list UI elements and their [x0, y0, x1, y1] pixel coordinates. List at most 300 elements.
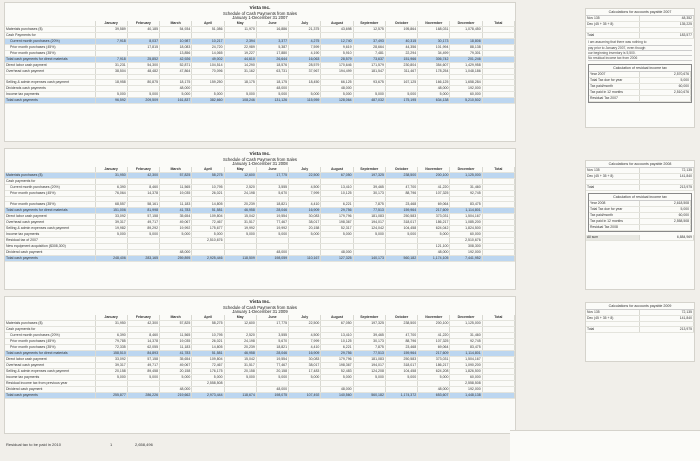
row-value: 219,662: [160, 392, 192, 398]
row-value: [482, 97, 514, 103]
row-value: 48,000: [418, 249, 450, 255]
row-value: 7,918: [95, 38, 127, 44]
row-value: [482, 392, 514, 398]
row-value: 2,510,676: [192, 237, 224, 243]
row-value: 11,565: [160, 332, 192, 338]
row-value: 72,467: [192, 362, 224, 368]
row-value: 24,198: [224, 190, 256, 196]
row-value: 5,000: [160, 91, 192, 97]
row-value: 5,000: [127, 231, 159, 237]
row-value: 39,317: [95, 219, 127, 225]
row-value: 10,795: [192, 184, 224, 190]
row-value: 10,217: [192, 38, 224, 44]
row-value: 17,483: [289, 368, 321, 374]
row-value: 23,468: [385, 201, 417, 207]
row-value: 159,964: [385, 207, 417, 213]
row-value: 31,460: [450, 184, 482, 190]
row-value: 48,000: [160, 85, 192, 91]
schedule-2007-header: [5, 7, 515, 21]
row-value: 48,000: [418, 386, 450, 392]
row-value: 2,510,676: [450, 237, 482, 243]
row-value: 110,167: [289, 255, 321, 261]
row-value: 76,064: [95, 190, 127, 196]
row-value: 14,378: [127, 190, 159, 196]
row-value: 5,000: [256, 374, 288, 380]
row-value: 18,450: [289, 79, 321, 85]
row-value: 238,500: [385, 320, 417, 326]
row-value: 29,756: [321, 350, 353, 356]
row-value: 58,275: [192, 320, 224, 326]
month-header: February: [127, 21, 159, 27]
month-header: October: [385, 21, 417, 27]
row-label: Overhead cash payment: [5, 68, 95, 74]
row-value: 198,367: [321, 219, 353, 225]
residual-tax-title: Calculation of residual income tax: [589, 65, 691, 72]
row-value: 19,227: [224, 50, 256, 56]
row-value: 318,017: [385, 362, 417, 368]
row-value: 5,000: [353, 91, 385, 97]
row-value: 7,875: [353, 344, 385, 350]
row-value: 192,000: [450, 249, 482, 255]
calc-label: Dec (45 + 35 + 8): [586, 22, 640, 28]
row-value: 41,783: [160, 207, 192, 213]
row-value: 10,987: [160, 38, 192, 44]
row-label: Income tax payments: [5, 91, 95, 97]
row-value: 192,000: [450, 386, 482, 392]
row-value: 26,021: [192, 190, 224, 196]
calc-value: 135,225: [640, 22, 694, 28]
calc-label: Total Tax due for year: [589, 78, 640, 84]
schedule-2008-table: [5, 167, 515, 262]
row-value: 41,220: [418, 184, 450, 190]
row-value: 48,000: [256, 85, 288, 91]
row-value: 28,579: [321, 56, 353, 62]
row-value: 80,875: [127, 79, 159, 85]
residual-tax-2010-value: 2,658,496: [135, 442, 153, 447]
row-value: 31,517: [224, 362, 256, 368]
row-value: 5,670: [256, 338, 288, 344]
row-value: 20,158: [256, 368, 288, 374]
row-value: 41,783: [160, 350, 192, 356]
row-value: 5,000: [95, 374, 127, 380]
row-value: 13,410: [321, 332, 353, 338]
residual-tax-title: Calculation of residual income tax: [589, 194, 691, 201]
row-value: 5,000: [192, 231, 224, 237]
calc-value: 2,570,676: [640, 72, 691, 78]
row-value: 7,999: [289, 190, 321, 196]
row-value: 67,050: [321, 320, 353, 326]
row-value: 66,125: [321, 79, 353, 85]
row-value: 1,048,186: [450, 68, 482, 74]
row-value: 48,000: [321, 85, 353, 91]
month-header: Total: [482, 315, 514, 321]
row-value: 63,731: [256, 68, 288, 74]
row-label: Prior month purchases (35%): [5, 344, 95, 350]
row-value: 72,467: [192, 219, 224, 225]
row-value: 4,410: [289, 201, 321, 207]
calc-label: Tax paid in 12 months: [589, 90, 640, 96]
row-value: 18,083: [160, 44, 192, 50]
row-label: Total cash payments: [5, 392, 95, 398]
row-value: 58,275: [192, 172, 224, 178]
row-value: 4,500: [289, 184, 321, 190]
row-label: Cash Payments for: [5, 32, 95, 38]
row-value: 26,021: [192, 338, 224, 344]
schedule-2007: [4, 2, 516, 142]
row-value: 15,042: [224, 356, 256, 362]
row-value: 5,000: [385, 231, 417, 237]
row-value: 124,042: [353, 225, 385, 231]
row-value: 283,165: [127, 255, 159, 261]
all-sum-table: [586, 235, 694, 241]
row-value: 48,000: [256, 386, 288, 392]
row-value: 131,126: [256, 97, 288, 103]
row-label: Residual income tax from previous year: [5, 380, 95, 386]
row-value: 1,125,000: [450, 172, 482, 178]
row-value: 38,504: [95, 68, 127, 74]
row-value: 60,000: [450, 374, 482, 380]
row-label: Dividends cash payments: [5, 85, 95, 91]
calc-label: Nov 135: [586, 310, 640, 316]
row-value: 96,592: [95, 97, 127, 103]
row-value: 22,500: [289, 172, 321, 178]
row-value: 121,100: [418, 243, 450, 249]
row-value: 181,083: [353, 356, 385, 362]
month-header: December: [450, 21, 482, 27]
row-value: 373,031: [418, 213, 450, 219]
side-panel-2007: [585, 8, 695, 128]
month-header: June: [256, 167, 288, 173]
row-value: 4,410: [289, 344, 321, 350]
row-value: 158,510: [95, 350, 127, 356]
month-header: March: [160, 167, 192, 173]
company-name: Vista Inc.: [249, 6, 271, 11]
row-value: 39,317: [95, 362, 127, 368]
schedule-2008-header: [5, 153, 515, 167]
row-value: 48,482: [127, 68, 159, 74]
row-value: 5,000: [192, 91, 224, 97]
month-header: November: [418, 315, 450, 321]
row-value: 28,579: [289, 62, 321, 68]
row-value: 2,520: [224, 332, 256, 338]
schedule-period: January 1-December 31 2007: [232, 15, 288, 21]
row-value: 19,992: [224, 225, 256, 231]
row-value: 47,700: [385, 184, 417, 190]
row-value: 93,675: [353, 79, 385, 85]
row-value: 52,871: [160, 62, 192, 68]
calc-label: Total: [586, 185, 640, 191]
row-label: Total cash payments: [5, 255, 95, 261]
row-value: 30,173: [353, 338, 385, 344]
calc-value: 213,975: [640, 185, 694, 191]
row-value: 1,826,500: [450, 368, 482, 374]
row-value: 1,658,284: [450, 79, 482, 85]
row-value: 47,700: [385, 332, 417, 338]
row-value: 19,992: [160, 225, 192, 231]
row-value: 5,000: [192, 374, 224, 380]
residual-tax-footer: [0, 436, 510, 460]
row-value: 48,000: [160, 386, 192, 392]
row-value: 14,805: [192, 201, 224, 207]
row-value: 88,796: [385, 190, 417, 196]
row-value: 12,575: [353, 26, 385, 32]
row-label: Selling & admin expenses cash payment: [5, 225, 95, 231]
calc-value: 2,618,508: [640, 201, 691, 207]
row-value: 49,717: [127, 219, 159, 225]
row-value: 57,158: [127, 356, 159, 362]
row-value: 5,000: [256, 231, 288, 237]
row-value: 34,499: [418, 50, 450, 56]
row-value: 52,483: [321, 368, 353, 374]
calc-label: Total Tax due for year: [589, 207, 640, 213]
row-value: 5,000: [289, 231, 321, 237]
row-value: 5,000: [385, 374, 417, 380]
row-value: 115,959: [289, 97, 321, 103]
row-value: 179,796: [321, 356, 353, 362]
calc-label: Tax paid/month: [589, 84, 640, 90]
calc-label: Nov 135: [586, 16, 640, 22]
row-value: 128,064: [321, 97, 353, 103]
row-value: 209,509: [127, 97, 159, 103]
month-header: May: [224, 167, 256, 173]
row-value: 624,208: [418, 368, 450, 374]
row-value: 58,161: [127, 201, 159, 207]
row-value: 77,467: [256, 362, 288, 368]
row-value: 109,804: [192, 356, 224, 362]
schedule-period: January 1-December 31 2008: [232, 161, 288, 167]
row-value: 49,067: [160, 362, 192, 368]
calc-row: [589, 225, 691, 231]
row-value: 33,092: [95, 356, 127, 362]
row-value: 42,926: [160, 56, 192, 62]
row-label: Income tax payments: [5, 231, 95, 237]
row-value: 250,583: [385, 213, 417, 219]
row-value: 47,864: [160, 68, 192, 74]
schedule-row: [5, 392, 515, 398]
month-header: September: [353, 167, 385, 173]
row-value: 311,467: [385, 68, 417, 74]
row-value: 62,055: [127, 344, 159, 350]
residual-tax-table: [589, 201, 691, 231]
row-value: 44,610: [224, 56, 256, 62]
calc-value: 183,577: [640, 33, 694, 39]
month-header: December: [450, 315, 482, 321]
row-value: 21,375: [289, 26, 321, 32]
row-value: 168,031: [418, 26, 450, 32]
row-value: 238,500: [385, 172, 417, 178]
calc-value: 141,840: [640, 174, 694, 180]
row-value: 39,589: [95, 26, 127, 32]
row-value: 318,017: [385, 219, 417, 225]
row-value: 248,406: [95, 255, 127, 261]
row-value: 70,096: [192, 68, 224, 74]
row-value: 7,918: [95, 56, 127, 62]
row-value: 19,982: [95, 225, 127, 231]
row-value: 118,509: [224, 255, 256, 261]
calc-value: [640, 96, 691, 102]
scan-edge: [510, 430, 700, 461]
row-value: 259,895: [160, 255, 192, 261]
row-value: 22,989: [224, 44, 256, 50]
row-value: 1,448,138: [450, 392, 482, 398]
row-value: 1,824,500: [450, 225, 482, 231]
row-label: Current month purchases (20%): [5, 184, 95, 190]
row-value: 181,547: [353, 68, 385, 74]
calc-label: Year 2008: [589, 201, 640, 207]
row-value: 35,654: [160, 213, 192, 219]
row-value: 186,217: [418, 219, 450, 225]
month-header: October: [385, 167, 417, 173]
row-value: 18,175: [256, 79, 288, 85]
row-value: 52,317: [321, 225, 353, 231]
row-value: 5,000: [353, 231, 385, 237]
row-value: 200,100: [418, 320, 450, 326]
row-value: 7,999: [289, 338, 321, 344]
row-value: 308,300: [450, 243, 482, 249]
row-value: 22,500: [289, 320, 321, 326]
all-sum-value: 6,884,969: [640, 235, 694, 241]
row-value: 560,182: [353, 392, 385, 398]
row-value: 60,000: [450, 91, 482, 97]
month-header: August: [321, 315, 353, 321]
row-value: 12,600: [224, 172, 256, 178]
row-value: 5,000: [127, 374, 159, 380]
row-value: 54,300: [127, 62, 159, 68]
row-value: 31,950: [95, 320, 127, 326]
row-value: 198,367: [321, 362, 353, 368]
row-value: 18,576: [256, 62, 288, 68]
row-value: 5,000: [289, 91, 321, 97]
row-value: 60,000: [450, 231, 482, 237]
row-value: 42,300: [127, 172, 159, 178]
row-value: 104,514: [192, 62, 224, 68]
row-value: 11,565: [160, 184, 192, 190]
row-value: 88,138: [450, 44, 482, 50]
row-value: 5,000: [418, 231, 450, 237]
month-header: January: [95, 21, 127, 27]
calc-row: [586, 327, 694, 333]
calc-label: Nov 135: [586, 168, 640, 174]
side-panel-title: Calculations for accounts payable 2007: [586, 9, 694, 16]
calc-value: 72,135: [640, 168, 694, 174]
calc-value: [640, 225, 691, 231]
row-value: 101,994: [418, 44, 450, 50]
row-value: 16,886: [256, 26, 288, 32]
row-value: 1,429,958: [450, 62, 482, 68]
month-header: April: [192, 21, 224, 27]
residual-tax-table: [589, 72, 691, 102]
row-value: 18,806: [450, 38, 482, 44]
row-value: 51,086: [192, 26, 224, 32]
row-value: 306,742: [418, 56, 450, 62]
row-value: 4,500: [289, 332, 321, 338]
row-label: Overhead cash payment: [5, 219, 95, 225]
row-value: 31,231: [95, 62, 127, 68]
row-value: 13,856: [160, 50, 192, 56]
calc-label: Dec (45 + 35 + 8): [586, 174, 640, 180]
row-value: 5,000: [160, 231, 192, 237]
row-value: 37,493: [353, 38, 385, 44]
schedule-2007-table: [5, 21, 515, 104]
row-value: 28,046: [256, 207, 288, 213]
calc-value: 60,000: [640, 213, 691, 219]
row-value: 175,677: [192, 225, 224, 231]
row-value: 9,619: [321, 44, 353, 50]
calc-value: 5,000: [640, 78, 691, 84]
residual-tax-2010-num: 1: [110, 442, 113, 447]
row-value: 250,583: [385, 356, 417, 362]
row-value: 166,125: [418, 79, 450, 85]
row-value: 8,460: [127, 332, 159, 338]
row-value: 5,000: [160, 374, 192, 380]
row-value: 12,740: [321, 38, 353, 44]
row-value: 382,660: [192, 97, 224, 103]
company-name: Vista Inc.: [249, 152, 271, 157]
row-label: Current month purchases (20%): [5, 332, 95, 338]
row-value: 201,246: [450, 56, 482, 62]
row-value: 49,067: [160, 219, 192, 225]
row-label: Cash payments for: [5, 326, 95, 332]
row-value: [482, 255, 514, 261]
calc-label: Total: [586, 327, 640, 333]
row-value: 37,967: [289, 68, 321, 74]
row-value: 31,950: [95, 172, 127, 178]
row-value: 46,958: [224, 350, 256, 356]
row-value: 11,183: [160, 344, 192, 350]
side-panel-2008: [585, 160, 695, 290]
row-value: 634,138: [418, 97, 450, 103]
row-value: 6,221: [321, 344, 353, 350]
calc-label: Residual Tax 2007: [589, 96, 640, 102]
calc-label: Total: [586, 33, 640, 39]
row-value: 30,083: [289, 356, 321, 362]
row-value: 159,250: [192, 79, 224, 85]
side-panel-2009: [585, 302, 695, 362]
month-header: July: [289, 315, 321, 321]
residual-tax-box: [588, 64, 692, 103]
row-value: 17,815: [127, 44, 159, 50]
row-value: 48,000: [321, 386, 353, 392]
row-value: 18,175: [160, 79, 192, 85]
row-value: 108,246: [224, 97, 256, 103]
residual-tax-2010-label: Residual tax to be paid in 2010: [6, 442, 61, 447]
row-value: 1,114,801: [450, 350, 482, 356]
row-value: 41,220: [418, 332, 450, 338]
row-value: 107,325: [418, 190, 450, 196]
row-value: 20,158: [160, 368, 192, 374]
month-header: March: [160, 315, 192, 321]
row-value: 4,275: [289, 38, 321, 44]
row-value: 83,475: [450, 201, 482, 207]
row-label: Dividend cash payment: [5, 386, 95, 392]
row-value: 89,458: [127, 368, 159, 374]
row-label: Dividend cash payment: [5, 249, 95, 255]
row-value: 73,637: [353, 56, 385, 62]
row-value: 127,325: [321, 255, 353, 261]
row-value: 19,992: [256, 225, 288, 231]
row-value: 171,579: [353, 62, 385, 68]
row-value: 181,083: [353, 213, 385, 219]
row-value: 178,254: [418, 68, 450, 74]
row-value: 89,292: [127, 225, 159, 231]
month-header: February: [127, 167, 159, 173]
row-value: 20,239: [224, 344, 256, 350]
row-value: 109,804: [192, 213, 224, 219]
row-value: 151,006: [95, 207, 127, 213]
row-label: Materials purchases ($): [5, 172, 95, 178]
row-value: 14,290: [224, 62, 256, 68]
row-label: Current month purchases (20%): [5, 38, 95, 44]
